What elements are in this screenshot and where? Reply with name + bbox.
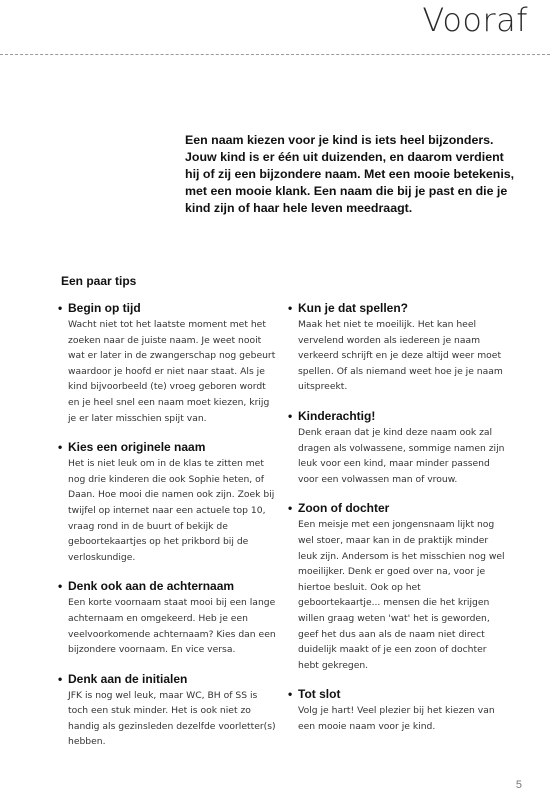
tip-title: Tot slot (298, 687, 341, 702)
tip-body: Denk eraan dat je kind deze naam ook zal dragen als volwassene, sommige namen zijn leuk voor een kind, maar minder passend voor een volwassen man of vrouw. (298, 426, 505, 485)
bullet-icon: • (288, 501, 293, 516)
tip-body: Maak het niet te moeilijk. Het kan heel vervelend worden als iedereen je naam verkeerd schrijft en je deze altijd weer moet spellen. Of als niemand weet hoe je je naam uitspreekt. (298, 319, 503, 393)
tip-title: Denk ook aan de achternaam (68, 579, 235, 594)
bullet-icon: • (58, 301, 63, 315)
tip-body: Een korte voornaam staat mooi bij een lange achternaam en omgekeerd. Heb je een veelvoorkomende achternaam? Kies dan een bijzondere voornaam. En vice versa. (68, 597, 276, 656)
dashed-divider (0, 54, 550, 55)
bullet-icon: • (58, 579, 63, 594)
tip-item (288, 500, 506, 673)
tip-item (58, 671, 278, 750)
page-title: Vooraf (422, 1, 528, 39)
tip-title: Kinderachtig! (298, 408, 376, 423)
page-number: 5 (515, 779, 522, 791)
tip-item (58, 439, 278, 565)
tip-item (58, 578, 278, 657)
tip-title: Kun je dat spellen? (298, 301, 409, 315)
tip-title: Kies een originele naam (68, 440, 206, 455)
tip-body: Het is niet leuk om in de klas te zitten met nog drie kinderen die ook Sophie heten, of Daan. Hoe mooi die namen ook zijn. Zoek bij twijfel op internet naar een actuele top 10, vraag rond in de buurt of bekijk de geboortekaartjes op het prikbord bij de verloskundige. (68, 458, 275, 563)
tip-item (288, 300, 506, 395)
tip-item (58, 300, 278, 426)
tip-body: JFK is nog wel leuk, maar WC, BH of SS is toch een stuk minder. Het is ook niet zo handig als gezinsleden dezelfde voorletter(s) hebben. (68, 689, 276, 748)
bullet-icon: • (288, 408, 293, 423)
bullet-icon: • (288, 301, 293, 315)
tip-body: Een meisje met een jongensnaam lijkt nog wel stoer, maar kan in de praktijk minder leuk zijn. Andersom is het misschien nog wel moeilijker. Denk er goed over na, voor je hiertoe besluit. Ook op het geboortekaartje... mensen die het krijgen willen graag weten 'wat' het is geworden, geef het dus aan als de naam niet direct duidelijk maakt of je een zoon of dochter hebt gekregen. (298, 519, 505, 671)
section-heading: Een paar tips (61, 274, 137, 288)
tip-body: Volg je hart! Veel plezier bij het kiezen van een mooie naam voor je kind. (298, 705, 495, 732)
tips-column-right (288, 300, 506, 747)
bullet-icon: • (58, 440, 63, 455)
bullet-icon: • (58, 671, 63, 686)
tip-body: Wacht niet tot het laatste moment met het zoeken naar de juiste naam. Je weet nooit wat er later in de zwangerschap nog gebeurt waardoor je hoofd er niet naar staat. Als je kind bijvoorbeeld (te) vroeg geboren wordt en je heel snel een naam moet kiezen, krijg je er later misschien spijt van. (68, 319, 276, 424)
bullet-icon: • (288, 687, 293, 702)
tip-item (288, 408, 506, 487)
intro-paragraph: Een naam kiezen voor je kind is iets heel bijzonders. Jouw kind is er één uit duizenden, en daarom verdient hij of zij een bijzondere naam. Met een mooie betekenis, met een mooie klank. Een naam die bij je past en die je kind zijn of haar hele leven meedraagt. (185, 133, 515, 215)
tips-column-left (58, 300, 278, 763)
tip-title: Denk aan de initialen (68, 671, 188, 686)
tip-title: Zoon of dochter (298, 501, 390, 516)
tip-item (288, 686, 506, 734)
tip-title: Begin op tijd (68, 301, 141, 315)
